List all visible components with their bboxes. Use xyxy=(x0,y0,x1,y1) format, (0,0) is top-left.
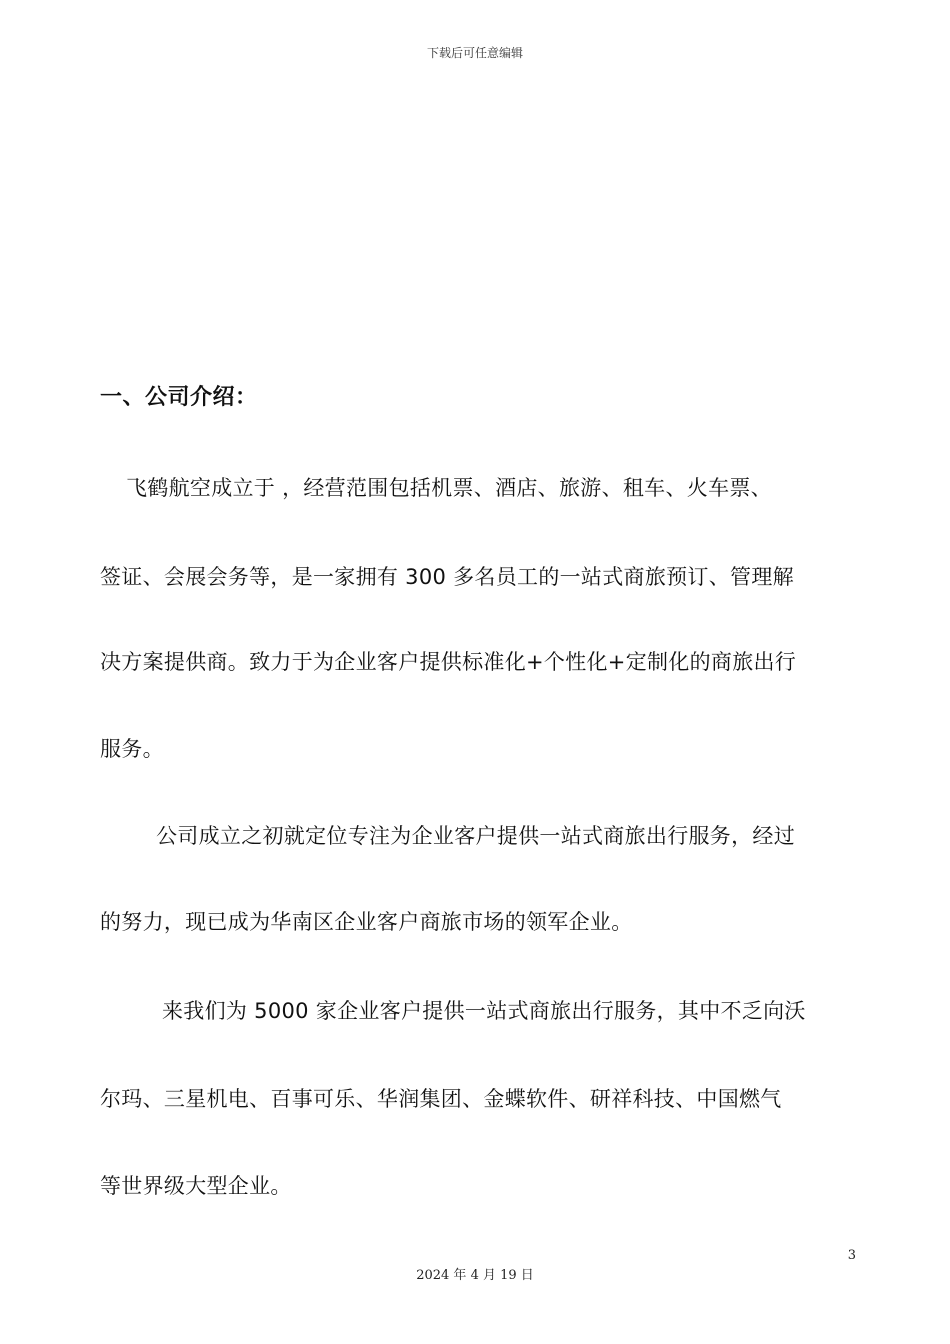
paragraph-line: 决方案提供商。致力于为企业客户提供标准化+个性化+定制化的商旅出行 xyxy=(100,650,797,674)
header-note: 下载后可任意编辑 xyxy=(426,46,523,60)
paragraph-line: 公司成立之初就定位专注为企业客户提供一站式商旅出行服务，经过 xyxy=(156,824,795,848)
paragraph-line: 飞鹤航空成立于 ，经营范围包括机票、酒店、旅游、租车、火车票、 xyxy=(126,476,772,500)
footer-date: 2024 年 4 月 19 日 xyxy=(416,1268,534,1283)
paragraph-line: 来我们为 5000 家企业客户提供一站式商旅出行服务，其中不乏向沃 xyxy=(162,999,806,1023)
section-title: 一、公司介绍： xyxy=(100,385,258,410)
paragraph-line: 等世界级大型企业。 xyxy=(100,1174,292,1198)
paragraph-line: 尔玛、三星机电、百事可乐、华润集团、金蝶软件、研祥科技、中国燃气 xyxy=(100,1087,782,1111)
paragraph-line: 服务。 xyxy=(100,737,164,761)
paragraph-line: 签证、会展会务等，是一家拥有 300 多名员工的一站式商旅预订、管理解 xyxy=(100,565,794,589)
page-number: 3 xyxy=(847,1248,856,1263)
paragraph-line: 的努力，现已成为华南区企业客户商旅市场的领军企业。 xyxy=(100,910,633,934)
